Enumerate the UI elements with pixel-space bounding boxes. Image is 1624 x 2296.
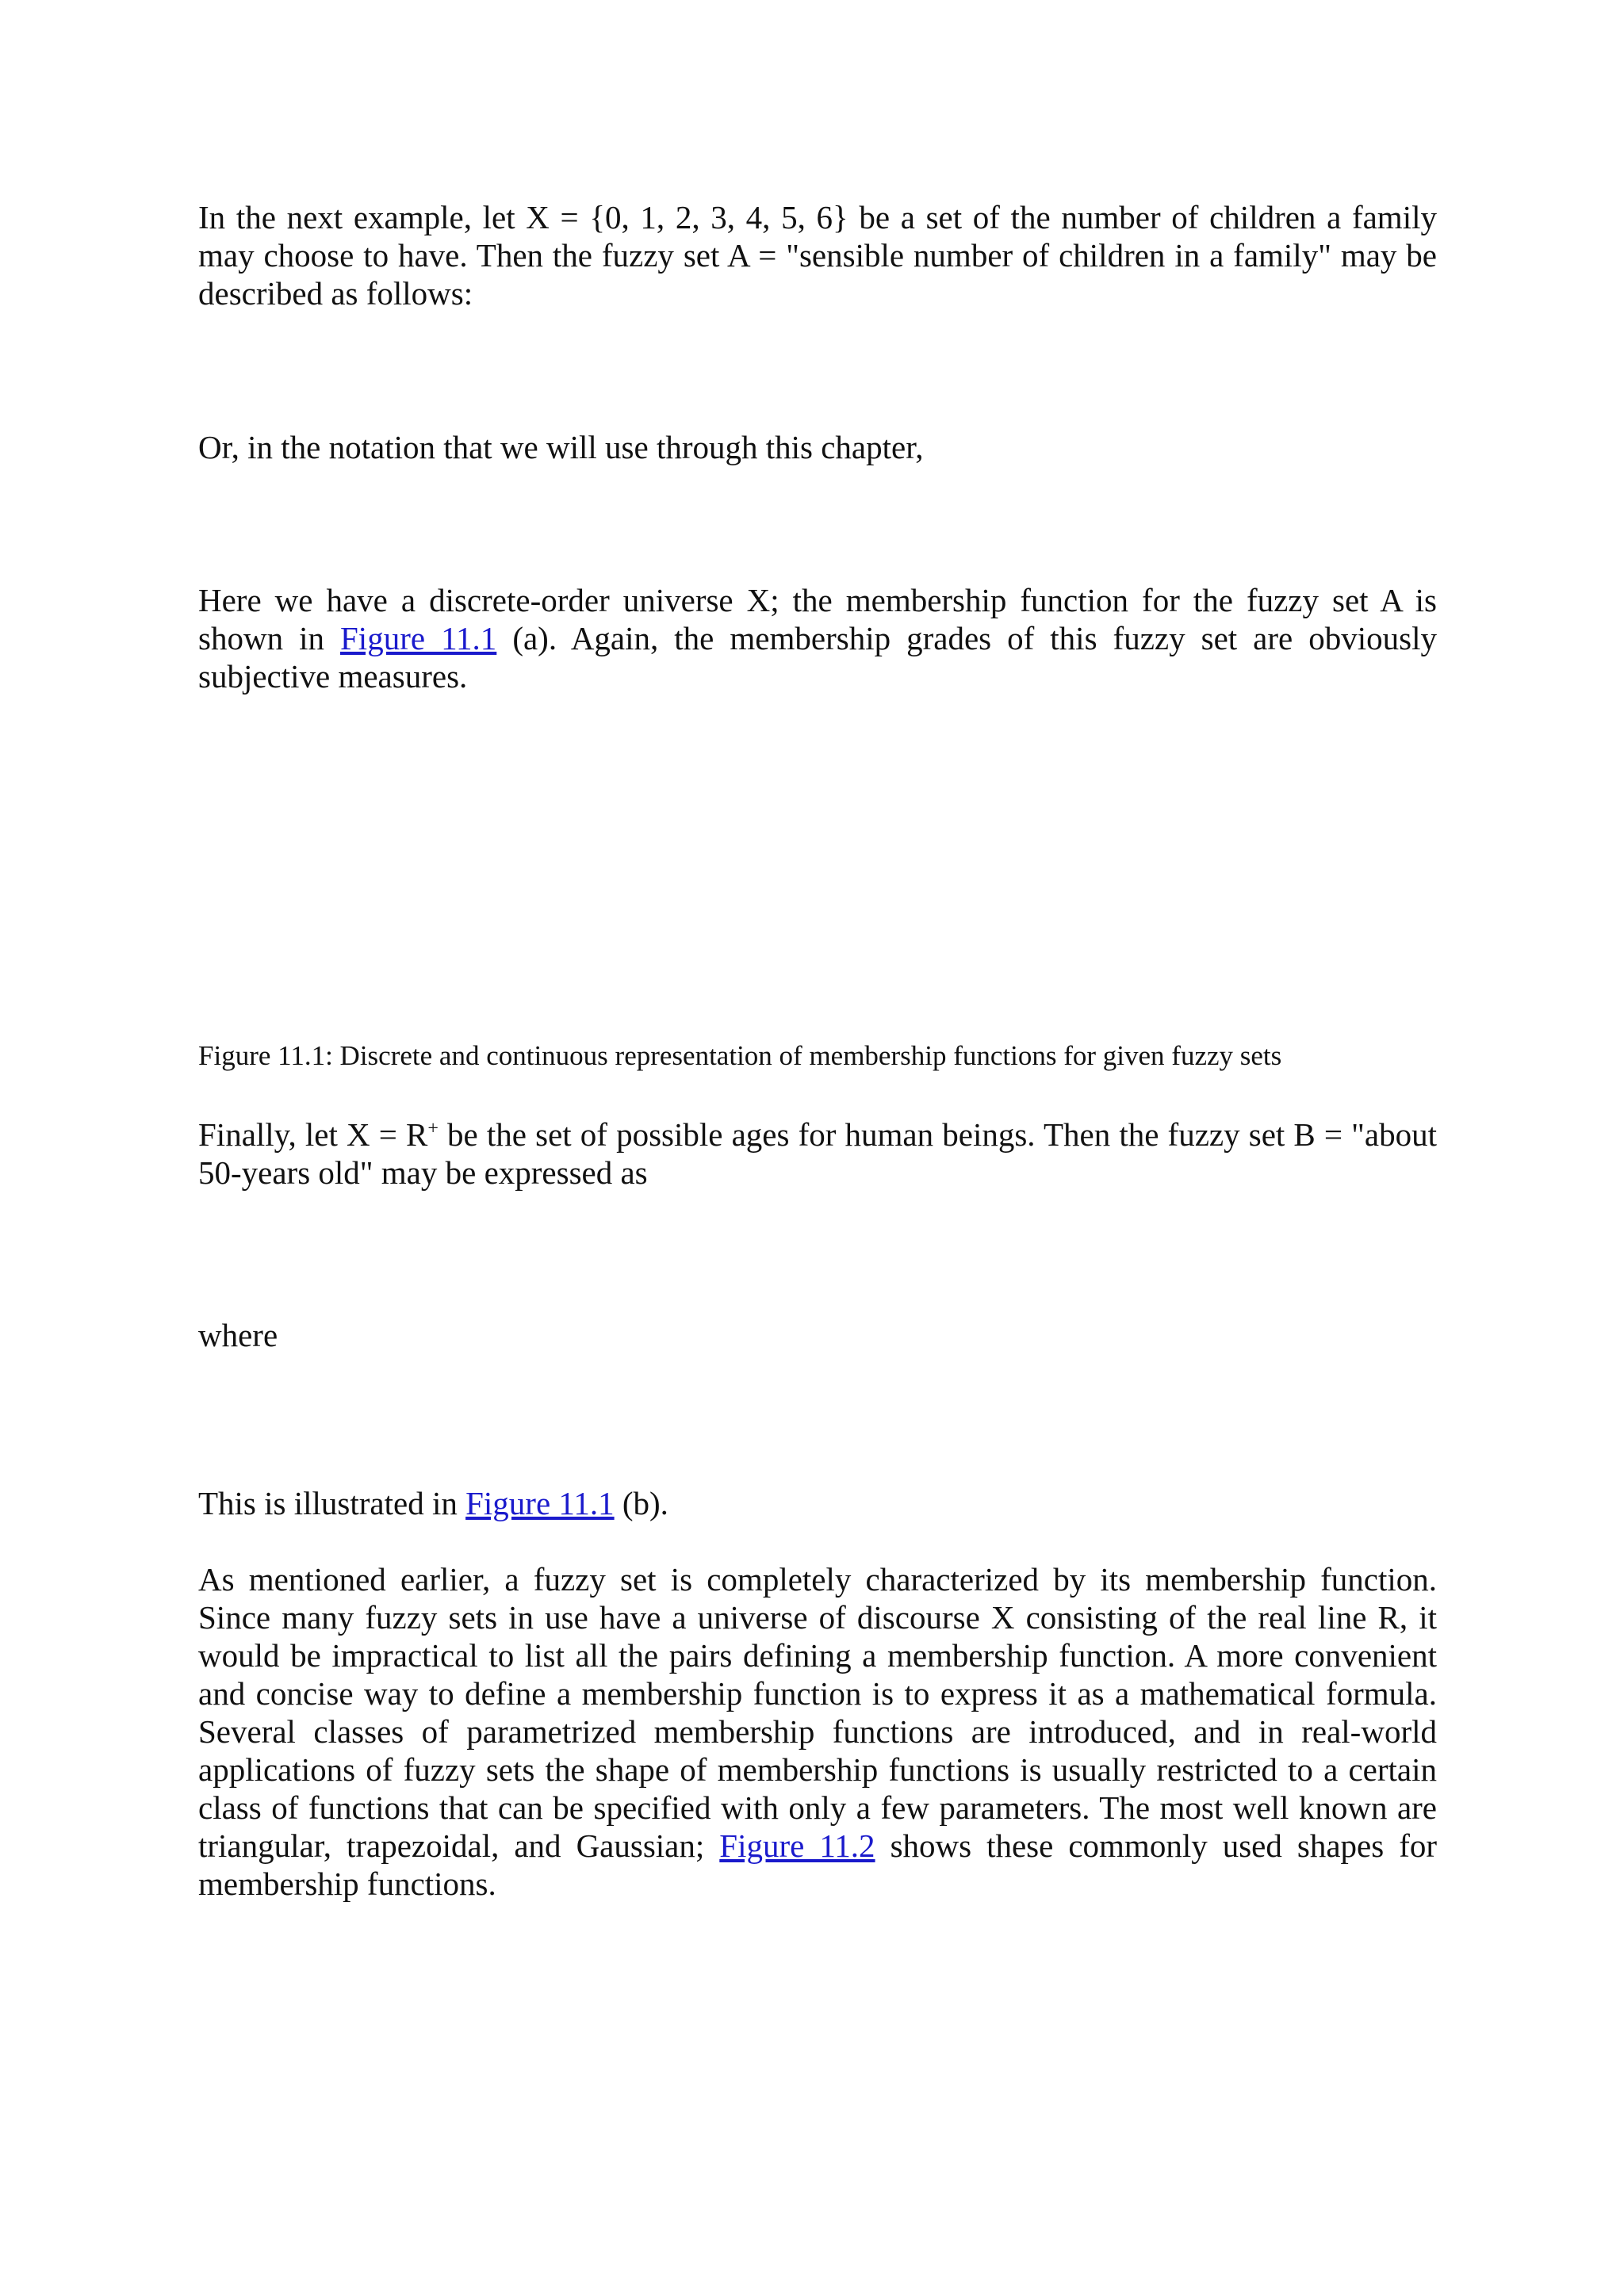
paragraph-where [198,1316,1437,1354]
paragraph-membership-functions [198,1560,1437,1903]
paragraph-text: where [198,1317,278,1353]
paragraph-text: As mentioned earlier, a fuzzy set is completely characterized by its membership function. Since many fuzzy sets in use have a universe of discourse X consisting of the real line R, it would be impractical to list all the pairs defining a membership function. A more convenient and concise way to define a membership function is to express it as a mathematical formula. Several classes of parametrized membership functions are introduced, and in real-world applications of fuzzy sets the shape of membership functions is usually restricted to a certain class of functions that can be specified with only a few parameters. The most well known are triangular, trapezoidal, and Gaussian; [198,1561,1437,1864]
paragraph-text: shows these commonly used shapes for membership functions. [198,1827,1437,1902]
paragraph-ages-example [198,1115,1437,1192]
paragraph-children-example [198,198,1437,312]
paragraph-text: Here we have a discrete-order universe X; the membership function for the fuzzy set A is shown in [198,582,1437,656]
caption-text: Figure 11.1: Discrete and continuous representation of membership functions for given fuzzy sets [198,1040,1282,1071]
figure-11-1-link[interactable]: Figure 11.1 [340,620,497,656]
paragraph-text: In the next example, let X = {0, 1, 2, 3, 4, 5, 6} be a set of the number of children a family may choose to have. Then the fuzzy set A = "sensible number of children in a family" may be described as follows: [198,199,1437,312]
figure-caption [198,1039,1437,1073]
paragraph-text: Or, in the notation that we will use through this chapter, [198,429,924,465]
paragraph-notation [198,428,1437,466]
paragraph-discrete-universe [198,581,1437,695]
figure-11-2-link[interactable]: Figure 11.2 [719,1827,875,1864]
paragraph-illustrated [198,1484,1437,1522]
superscript-plus: + [427,1118,439,1139]
figure-11-1-link[interactable]: Figure 11.1 [465,1485,615,1521]
paragraph-text: (b). [614,1485,668,1521]
paragraph-text: Finally, let X = R [198,1116,428,1153]
paragraph-text: This is illustrated in [198,1485,466,1521]
paragraph-text: be the set of possible ages for human beings. Then the fuzzy set B = "about 50-years old" may be expressed as [198,1116,1437,1191]
paragraph-text: (a). Again, the membership grades of this fuzzy set are obviously subjective measures. [198,620,1437,695]
